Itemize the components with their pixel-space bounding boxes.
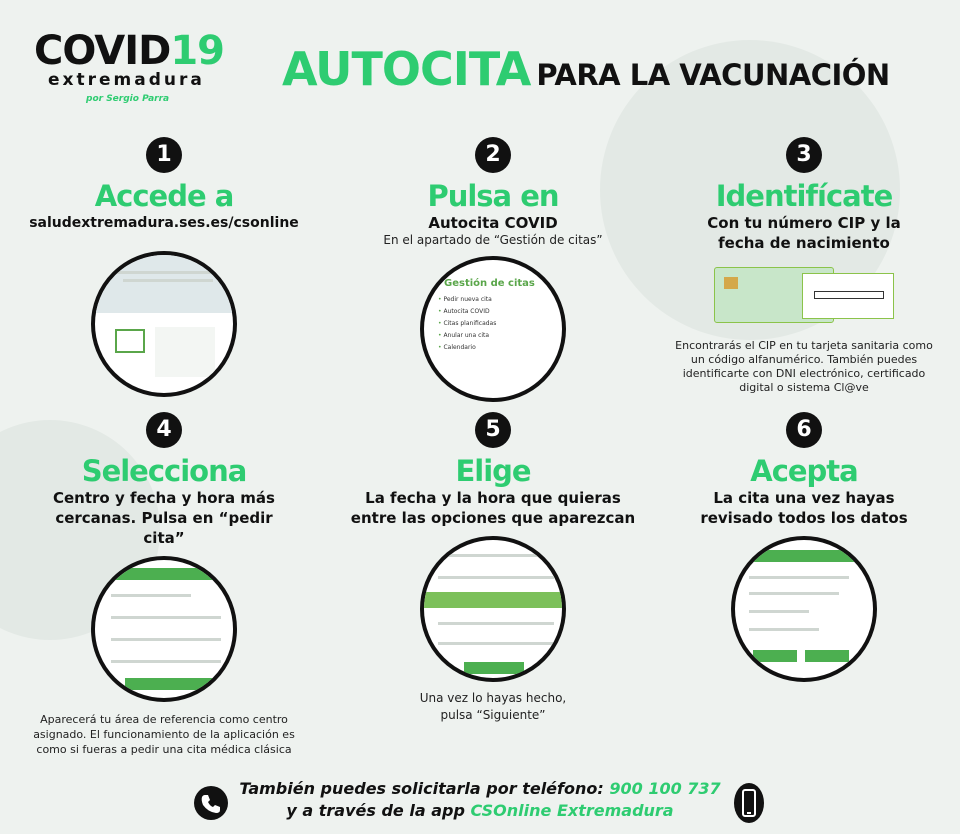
screen-button (753, 650, 797, 662)
screen-line (438, 642, 554, 645)
title-rest: PARA LA VACUNACIÓN (536, 58, 890, 92)
step-bottom-note: Una vez lo hayas hecho, pulsa “Siguiente” (419, 691, 567, 722)
screen-header (95, 568, 233, 580)
screen-line (438, 576, 554, 579)
step-heading: Acepta (750, 454, 858, 488)
footer-phone-number: 900 100 737 (609, 779, 721, 798)
step-bottom-note: Aparecerá tu área de referencia como centro asignado. El funcionamiento de la aplicación es como si fueras a pedir una cita médica clásica (33, 713, 295, 756)
screen-menu-item: • Calendario (438, 342, 496, 354)
footer-phone-text: También puedes solicitarla por teléfono: (239, 779, 604, 798)
step-number-badge: 2 (475, 137, 511, 173)
step-subtitle: Centro y fecha y hora más cercanas. Pulsa en “pedir cita” (53, 489, 275, 547)
screen-line (111, 660, 221, 663)
step-number-badge: 5 (475, 412, 511, 448)
logo-number: 19 (170, 28, 224, 74)
step-subtitle: Autocita COVID (428, 214, 558, 232)
footer-app-line (0, 800, 960, 822)
step-1 (4, 137, 324, 397)
screen-button (125, 678, 215, 690)
step-subtitle: La cita una vez hayas revisado todos los datos (700, 489, 908, 527)
step-heading: Pulsa en (427, 179, 559, 213)
screen-line (111, 638, 221, 641)
screen-menu (438, 294, 496, 354)
screen-selected-row (424, 592, 562, 608)
step-2 (333, 137, 653, 402)
step-number-badge: 4 (146, 412, 182, 448)
step-heading: Elige (455, 454, 531, 488)
step-screenshot (91, 556, 237, 702)
screen-line (113, 271, 213, 274)
screen-line (438, 622, 554, 625)
screen-line (749, 592, 839, 595)
step-screenshot (91, 251, 237, 397)
screen-line (749, 576, 849, 579)
screen-line (749, 610, 809, 613)
step-4 (4, 412, 324, 757)
step-3 (644, 137, 960, 395)
screen-menu-item: • Autocita COVID (438, 306, 496, 318)
health-card-image (714, 267, 894, 331)
covid19-extremadura-logo (34, 30, 234, 104)
step-subtitle: Con tu número CIP y la fecha de nacimiento (707, 214, 901, 252)
footer-phone-line (0, 778, 960, 800)
screen-title: Gestión de citas (444, 278, 535, 289)
screen-header (735, 550, 873, 562)
step-number-badge: 6 (786, 412, 822, 448)
screen-box (115, 329, 145, 353)
screen-line (111, 594, 191, 597)
step-6 (644, 412, 960, 682)
screen-line (749, 628, 819, 631)
screen-menu-item: • Citas planificadas (438, 318, 496, 330)
screen-panel (155, 327, 215, 377)
footer-app-name: CSOnline Extremadura (470, 801, 674, 820)
screen-header (95, 255, 233, 313)
step-5 (333, 412, 653, 724)
step-bottom-note: Encontrarás el CIP en tu tarjeta sanitaria como un código alfanumérico. También puedes identificarte con DNI electrónico, certificado digital o sistema Cl@ve (675, 339, 933, 394)
screen-menu-item: • Pedir nueva cita (438, 294, 496, 306)
step-heading: Identifícate (715, 179, 893, 213)
logo-main-text (34, 30, 234, 72)
step-screenshot (420, 536, 566, 682)
footer-app-text: y a través de la app (286, 801, 465, 820)
screen-button (805, 650, 849, 662)
step-subtitle: La fecha y la hora que quieras entre las opciones que aparezcan (350, 489, 636, 527)
card-cip-field (814, 291, 884, 299)
step-screenshot (731, 536, 877, 682)
step-subtitle: saludextremadura.ses.es/csonline (29, 215, 299, 231)
step-note: En el apartado de “Gestión de citas” (383, 233, 603, 247)
card-chip (724, 277, 738, 289)
screen-button (464, 662, 524, 674)
step-number-badge: 1 (146, 137, 182, 173)
mobile-phone-icon (734, 783, 764, 823)
screen-line (123, 279, 213, 282)
logo-author: por Sergio Parra (86, 94, 170, 104)
logo-covid: COVID (34, 28, 171, 74)
step-heading: Selecciona (81, 454, 247, 488)
step-screenshot (420, 256, 566, 402)
step-heading: Accede a (94, 179, 234, 213)
screen-line (438, 554, 554, 557)
title-autocita: AUTOCITA (282, 42, 531, 96)
step-number-badge: 3 (786, 137, 822, 173)
screen-line (111, 616, 221, 619)
logo-sub: extremadura (48, 70, 205, 90)
footer (0, 778, 960, 822)
screen-menu-item: • Anular una cita (438, 330, 496, 342)
page-title (282, 40, 890, 98)
